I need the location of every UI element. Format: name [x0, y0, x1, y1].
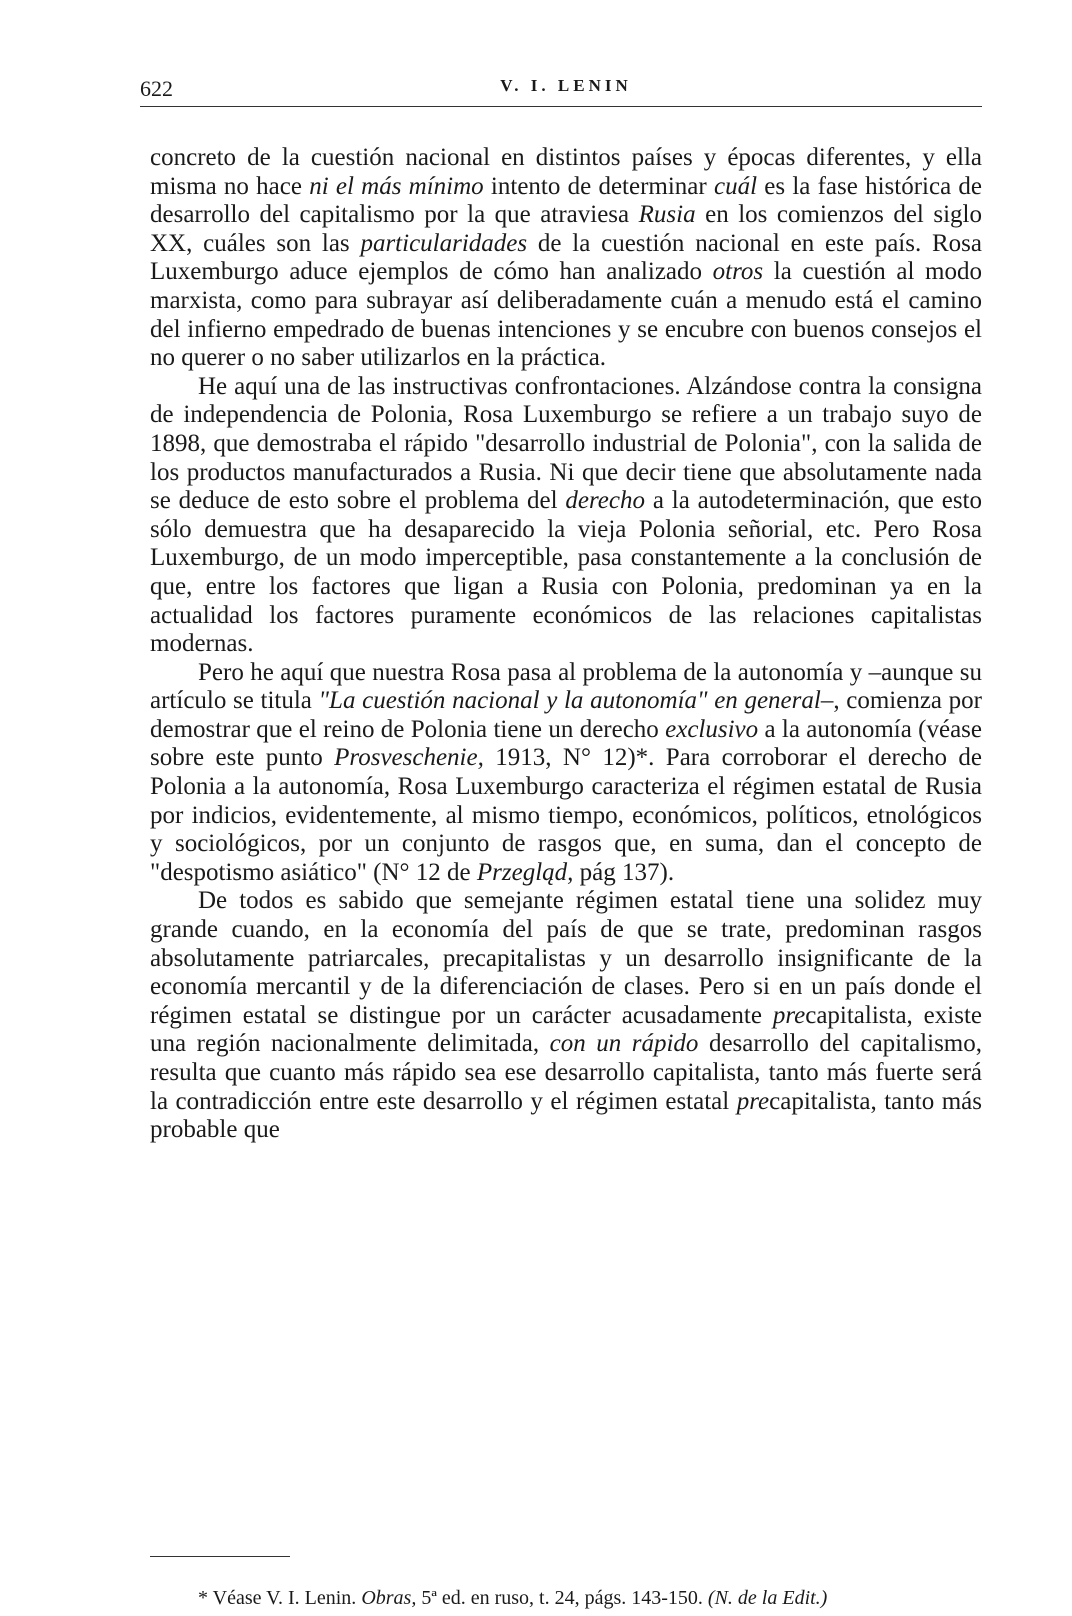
text-run: He aquí una de las instructivas confrontaciones. Alzándose contra la consigna de independencia de Polonia, Rosa Luxemburgo se refiere a un trabajo suyo de 1898, que demostraba el rápido "desarrollo industrial de Polonia", con la salida de los productos manufacturados a Rusia. Ni que decir tiene que absolutamente nada se deduce de esto sobre el problema del: [150, 372, 982, 515]
text-run: es la fase histórica de desarrollo del capitalismo por la que atraviesa: [150, 172, 983, 229]
italic-text: con un rápido: [549, 1030, 699, 1058]
text-run: 5ª ed. en ruso, t. 24, págs. 143-150.: [416, 1587, 708, 1609]
italic-text: derecho: [565, 487, 645, 515]
text-run: a la autodeterminación, que esto sólo demuestra que ha desaparecido la vieja Polonia señorial, etc. Pero Rosa Luxemburgo, de un modo imperceptible, pasa constantemente a la conclusión de que, entre los factores que ligan a Rusia con Polonia, predominan ya en la actualidad los factores puramente económicos de las relaciones capitalistas modernas.: [150, 487, 982, 658]
text-run: concreto de la cuestión nacional en distintos países y épocas diferentes, y ella misma no hace: [150, 144, 982, 200]
text-run: intento de determinar: [483, 172, 714, 200]
italic-text: ni el más mínimo: [309, 172, 484, 200]
text-run: * Véase V. I. Lenin.: [198, 1587, 362, 1609]
book-page: [140, 70, 983, 1609]
text-run: pág 137).: [573, 858, 675, 886]
italic-text: pre: [736, 1087, 770, 1115]
footnote-rule: [150, 1556, 290, 1557]
italic-text: Rusia: [638, 201, 696, 229]
header-rule: [140, 106, 982, 107]
italic-text: Obras,: [361, 1587, 417, 1609]
text-run: Pero he aquí que nuestra Rosa pasa al problema de la autonomía y –aunque su artículo se titula: [150, 658, 982, 715]
italic-text: "La cuestión nacional y la autonomía" en general: [318, 687, 821, 715]
running-head: V. I. LENIN: [500, 76, 632, 95]
footnote: [150, 1586, 982, 1610]
italic-text: (N. de la Edit.): [707, 1587, 828, 1609]
text-run: 1913, N° 12)*. Para corroborar el derecho de Polonia a la autonomía, Rosa Luxemburgo caracteriza el régimen estatal de Rusia por indicios, evidentemente, al mismo tiempo, económicos, políticos, etnológicos y sociológicos, por un conjunto de rasgos que, en suma, dan el concepto de "despotismo asiático" (N° 12 de: [150, 744, 983, 886]
text-run: la cuestión al modo marxista, como para subrayar así deliberadamente cuán a menudo está el camino del infierno empedrado de buenas intenciones y se encubre con buenos consejos el no querer o no saber utilizarlos en la práctica.: [150, 258, 983, 372]
footnote-text: [150, 1586, 982, 1610]
paragraph: [150, 887, 982, 1144]
italic-text: cuál: [713, 172, 758, 200]
italic-text: particularidades: [360, 229, 528, 257]
text-run: de la cuestión nacional en este país. Rosa Luxemburgo aduce ejemplos de cómo han analizado: [150, 229, 982, 286]
text-run: capitalista, tanto más probable que: [150, 1087, 982, 1144]
paragraph: [150, 373, 982, 659]
text-run: a la autonomía (véase sobre este punto: [150, 715, 982, 772]
text-run: –, comienza por demostrar que el reino de Polonia tiene un derecho: [150, 687, 982, 743]
italic-text: otros: [712, 258, 764, 286]
italic-text: Prosveschenie,: [334, 744, 484, 772]
page-header: [140, 70, 982, 104]
text-run: capitalista, existe una región nacionalmente delimitada,: [150, 1001, 982, 1058]
text-run: en los comienzos del siglo XX, cuáles son las: [150, 201, 983, 257]
paragraph: [150, 144, 982, 373]
italic-text: pre: [772, 1001, 806, 1029]
italic-text: exclusivo: [665, 715, 759, 743]
paragraph: [150, 659, 982, 888]
page-number: 622: [140, 76, 173, 101]
body-text: [150, 144, 982, 1145]
text-run: De todos es sabido que semejante régimen estatal tiene una solidez muy grande cuando, en la economía del país de que se trate, predominan rasgos absolutamente patriarcales, precapitalistas y un desarrollo insignificante de la economía mercantil y de la diferenciación de clases. Pero si en un país donde el régimen estatal se distingue por un carácter acusadamente: [150, 887, 982, 1029]
text-run: desarrollo del capitalismo, resulta que cuanto más rápido sea ese desarrollo capitalista, tanto más fuerte será la contradicción entre este desarrollo y el régimen estatal: [150, 1030, 982, 1115]
italic-text: Przegląd,: [476, 858, 574, 886]
